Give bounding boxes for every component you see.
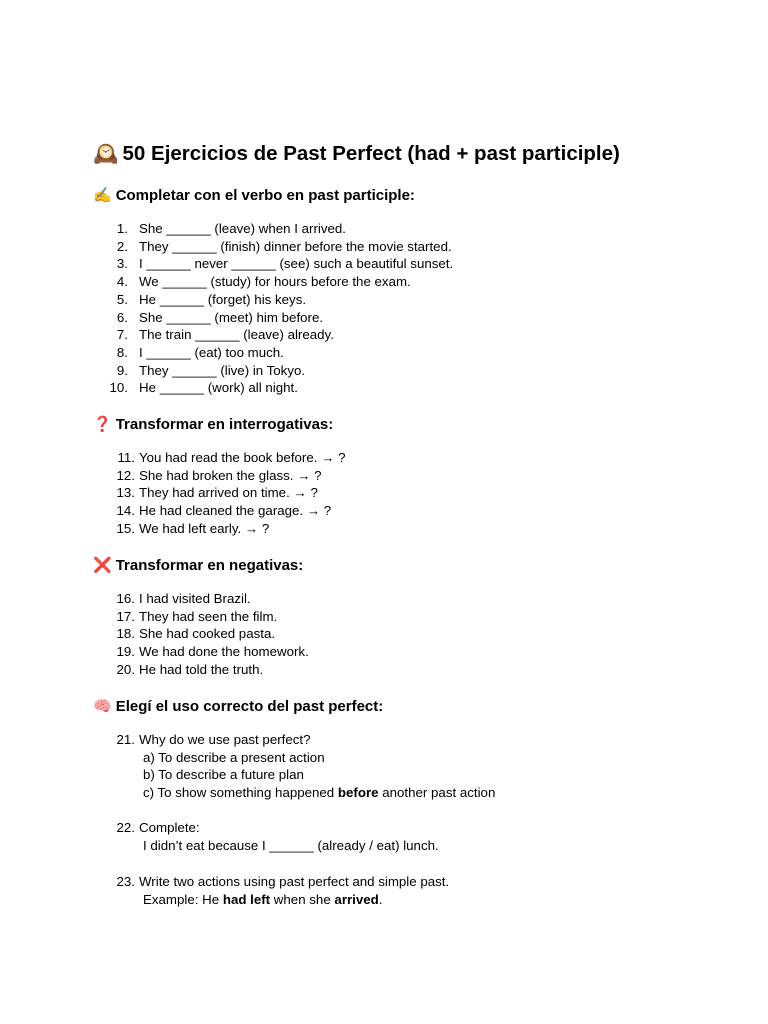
list-item: [93, 344, 713, 362]
item-number: 12.: [116, 467, 135, 483]
item-text: They ______ (live) in Tokyo.: [139, 362, 306, 378]
item-number: 2.: [116, 238, 128, 254]
item-number: 14.: [116, 503, 135, 519]
option-b: b) To describe a future plan: [143, 767, 304, 783]
list-item: [93, 362, 713, 380]
list-item: [93, 255, 713, 273]
list-item: [93, 467, 713, 485]
section-title-completar: [93, 186, 415, 206]
option-a: a) To describe a present action: [143, 749, 325, 765]
option-c-bold: before: [337, 785, 379, 801]
item-text: He had cleaned the garage. → ?: [139, 503, 332, 519]
list-item: [93, 220, 713, 238]
item-number: 10.: [109, 380, 128, 396]
section-title-text: Transformar en negativas:: [115, 557, 304, 574]
item-text: She ______ (leave) when I arrived.: [139, 221, 346, 236]
question-23: [93, 873, 449, 908]
item-number: 23.: [116, 874, 135, 889]
item-number: 4.: [116, 274, 128, 290]
page-title-text: 50 Ejercicios de Past Perfect (had + past participle): [122, 142, 620, 165]
exercise-list-negativas: [93, 590, 713, 679]
item-text: They had seen the film.: [139, 608, 278, 624]
item-text: I had visited Brazil.: [139, 591, 251, 606]
question-22: [93, 819, 439, 854]
question-line: [93, 873, 449, 891]
question-line: [93, 819, 439, 837]
list-item: [93, 661, 713, 679]
list-item: [93, 625, 713, 643]
item-number: 8.: [116, 344, 128, 360]
list-item: [93, 309, 713, 327]
question-mark-icon: ❓: [93, 416, 112, 433]
example-bold-2: arrived: [334, 891, 379, 907]
list-item: [93, 520, 713, 538]
page-title: [93, 141, 620, 167]
item-text: He ______ (work) all night.: [139, 380, 298, 396]
exercise-list-completar: [93, 220, 713, 397]
item-text: We ______ (study) for hours before the exam.: [139, 274, 411, 290]
item-number: 15.: [116, 520, 135, 536]
question-line: [93, 731, 495, 749]
list-item: [93, 273, 713, 291]
item-text: They had arrived on time. → ?: [139, 485, 318, 501]
item-text: She ______ (meet) him before.: [139, 309, 324, 325]
section-title-uso-correcto: [93, 697, 383, 717]
option-c-text-post: another past action: [378, 785, 496, 801]
section-title-text: Transformar en interrogativas:: [115, 416, 334, 433]
item-number: 18.: [116, 626, 135, 642]
clock-icon: 🕰️: [93, 142, 119, 165]
item-number: 20.: [116, 661, 135, 677]
item-number: 16.: [116, 591, 135, 606]
item-text: He had told the truth.: [139, 661, 264, 677]
item-text: You had read the book before. → ?: [139, 450, 346, 465]
list-item: [93, 291, 713, 309]
item-number: 7.: [116, 327, 128, 343]
section-title-negativas: [93, 556, 303, 576]
item-number: 5.: [116, 291, 128, 307]
example-line: [93, 891, 449, 909]
list-item: [93, 379, 713, 397]
item-text: We had done the homework.: [139, 644, 309, 660]
item-number: 19.: [116, 644, 135, 660]
example-mid: when she: [270, 891, 335, 907]
question-text: Complete:: [139, 820, 200, 835]
item-text: She had cooked pasta.: [139, 626, 276, 642]
item-number: 9.: [116, 362, 128, 378]
list-item: [93, 484, 713, 502]
option-c-text-pre: c) To show something happened: [143, 785, 338, 801]
item-text: He ______ (forget) his keys.: [139, 291, 307, 307]
list-item: [93, 502, 713, 520]
item-text: She had broken the glass. → ?: [139, 467, 322, 483]
cross-mark-icon: ❌: [93, 557, 112, 574]
question-22-sentence: I didn’t eat because I ______ (already / eat) lunch.: [143, 837, 439, 853]
item-text: They ______ (finish) dinner before the movie started.: [139, 238, 452, 254]
item-number: 3.: [116, 256, 128, 272]
question-21: [93, 731, 495, 802]
list-item: [93, 608, 713, 626]
example-post: .: [378, 891, 383, 907]
section-title-interrogativas: [93, 415, 333, 435]
option-c: [93, 784, 495, 802]
item-number: 17.: [116, 608, 135, 624]
item-text: I ______ (eat) too much.: [139, 344, 284, 360]
list-item: [93, 643, 713, 661]
item-text: We had left early. → ?: [139, 520, 270, 536]
list-item: [93, 449, 713, 467]
exercise-list-interrogativas: [93, 449, 713, 538]
writing-hand-icon: ✍️: [93, 187, 112, 204]
brain-icon: 🧠: [93, 698, 112, 715]
question-text: Write two actions using past perfect and simple past.: [139, 874, 450, 889]
example-bold-1: had left: [222, 891, 271, 907]
example-pre: Example: He: [143, 891, 223, 907]
item-text: I ______ never ______ (see) such a beautiful sunset.: [139, 256, 454, 272]
list-item: [93, 326, 713, 344]
item-number: 22.: [116, 820, 135, 835]
section-title-text: Elegí el uso correcto del past perfect:: [115, 698, 384, 715]
item-number: 21.: [116, 732, 135, 747]
item-number: 6.: [116, 309, 128, 325]
item-number: 1.: [116, 221, 128, 236]
item-number: 13.: [116, 485, 135, 501]
section-title-text: Completar con el verbo en past participle:: [115, 187, 415, 204]
item-text: The train ______ (leave) already.: [139, 327, 334, 343]
question-text: Why do we use past perfect?: [139, 732, 311, 747]
item-number: 11.: [117, 450, 135, 465]
list-item: [93, 590, 713, 608]
list-item: [93, 238, 713, 256]
